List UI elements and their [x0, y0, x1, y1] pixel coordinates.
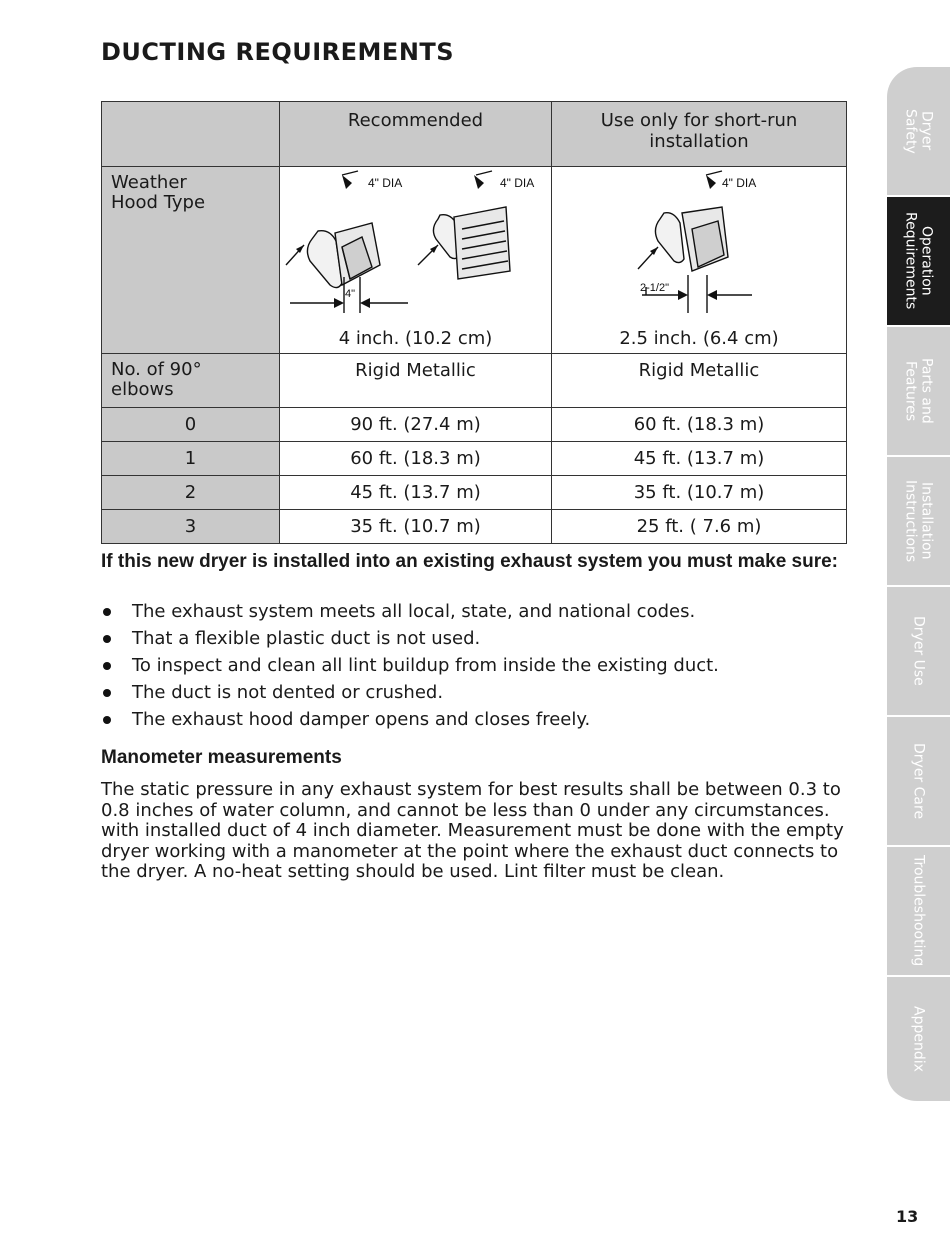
page-title: DUCTING REQUIREMENTS	[101, 38, 455, 66]
weather-hood-label: Weather Hood Type	[102, 167, 280, 354]
bullet-icon	[103, 662, 111, 670]
tab-dryer-use[interactable]	[887, 587, 950, 717]
short-run-hood-illustration	[552, 167, 846, 353]
list-item-text: The exhaust system meets all local, state, and national codes.	[132, 601, 696, 622]
recommended-length: 45 ft. (13.7 m)	[280, 476, 552, 510]
header-short-run	[552, 102, 847, 167]
short-run-hood-caption: 2.5 inch. (6.4 cm)	[619, 328, 779, 349]
list-item-text: To inspect and clean all lint buildup from inside the existing duct.	[132, 655, 719, 676]
tab-label: Dryer Safety	[902, 108, 935, 154]
list-item	[101, 679, 719, 706]
recommended-gap-label: 4"	[345, 288, 356, 300]
manometer-heading: Manometer measurements	[101, 747, 342, 768]
recommended-dia-right: 4" DIA	[500, 176, 535, 190]
list-item	[101, 706, 719, 733]
tab-label: Appendix	[910, 1006, 927, 1072]
recommended-hoods-illustration	[280, 167, 551, 353]
bullet-icon	[103, 689, 111, 697]
manometer-paragraph: The static pressure in any exhaust system for best results shall be between 0.3 to 0.8 inches of water column, and cannot be less than 0 under any circumstances. with installed duct of 4 inch diameter. Measurement must be done with the empty dryer working with a manometer at the point where the exhaust duct connects to the dryer. A no-heat setting should be used. Lint filter must be clean.	[101, 779, 844, 882]
list-item	[101, 625, 719, 652]
elbows-short-run-material: Rigid Metallic	[552, 354, 847, 408]
short-run-length: 35 ft. (10.7 m)	[552, 476, 847, 510]
header-empty-cell	[102, 102, 280, 167]
tab-label: Parts and Features	[902, 358, 935, 424]
list-item	[101, 598, 719, 625]
short-run-length: 45 ft. (13.7 m)	[552, 442, 847, 476]
existing-system-intro: If this new dryer is installed into an existing exhaust system you must make sure:	[101, 551, 839, 572]
bullet-icon	[103, 635, 111, 643]
recommended-length: 35 ft. (10.7 m)	[280, 510, 552, 544]
table-row	[102, 442, 847, 476]
list-item-text: That a flexible plastic duct is not used.	[132, 628, 481, 649]
tab-dryer-safety[interactable]	[887, 67, 950, 197]
header-recommended: Recommended	[280, 102, 552, 167]
tab-label: Dryer Care	[910, 742, 927, 820]
ducting-table	[101, 101, 847, 544]
short-run-hood-cell	[552, 167, 847, 354]
recommended-length: 90 ft. (27.4 m)	[280, 408, 552, 442]
elbow-count: 1	[102, 442, 280, 476]
short-run-dia-label: 4" DIA	[722, 176, 757, 190]
tab-operation-requirements[interactable]	[887, 197, 950, 327]
short-run-gap-label: 2-1/2"	[640, 282, 669, 294]
table-row	[102, 510, 847, 544]
elbow-count: 2	[102, 476, 280, 510]
list-item-text: The exhaust hood damper opens and closes freely.	[132, 709, 591, 730]
elbows-label: No. of 90° elbows	[102, 354, 280, 408]
recommended-dia-left: 4" DIA	[368, 176, 403, 190]
page-number: 13	[896, 1207, 919, 1226]
recommended-hood-caption: 4 inch. (10.2 cm)	[338, 328, 493, 349]
table-row	[102, 476, 847, 510]
header-short-run-label: Use only for short-run installation	[600, 110, 798, 152]
tab-troubleshooting[interactable]	[887, 847, 950, 977]
elbows-header-row	[102, 354, 847, 408]
tab-installation-instructions[interactable]	[887, 457, 950, 587]
tab-parts-and-features[interactable]	[887, 327, 950, 457]
tab-appendix[interactable]	[887, 977, 950, 1103]
requirements-list	[101, 598, 719, 733]
tab-label: Installation Instructions	[902, 479, 935, 563]
tab-label: Dryer Use	[910, 616, 927, 686]
bullet-icon	[103, 716, 111, 724]
list-item	[101, 652, 719, 679]
table-row	[102, 408, 847, 442]
recommended-hood-cell	[280, 167, 552, 354]
short-run-length: 25 ft. ( 7.6 m)	[552, 510, 847, 544]
elbow-count: 0	[102, 408, 280, 442]
tab-label: Operation Requirements	[902, 212, 935, 310]
weather-hood-row	[102, 167, 847, 354]
tab-label: Troubleshooting	[910, 855, 927, 967]
short-run-length: 60 ft. (18.3 m)	[552, 408, 847, 442]
bullet-icon	[103, 608, 111, 616]
table-header-row	[102, 102, 847, 167]
elbow-count: 3	[102, 510, 280, 544]
list-item-text: The duct is not dented or crushed.	[132, 682, 444, 703]
recommended-length: 60 ft. (18.3 m)	[280, 442, 552, 476]
elbows-recommended-material: Rigid Metallic	[280, 354, 552, 408]
tab-dryer-care[interactable]	[887, 717, 950, 847]
